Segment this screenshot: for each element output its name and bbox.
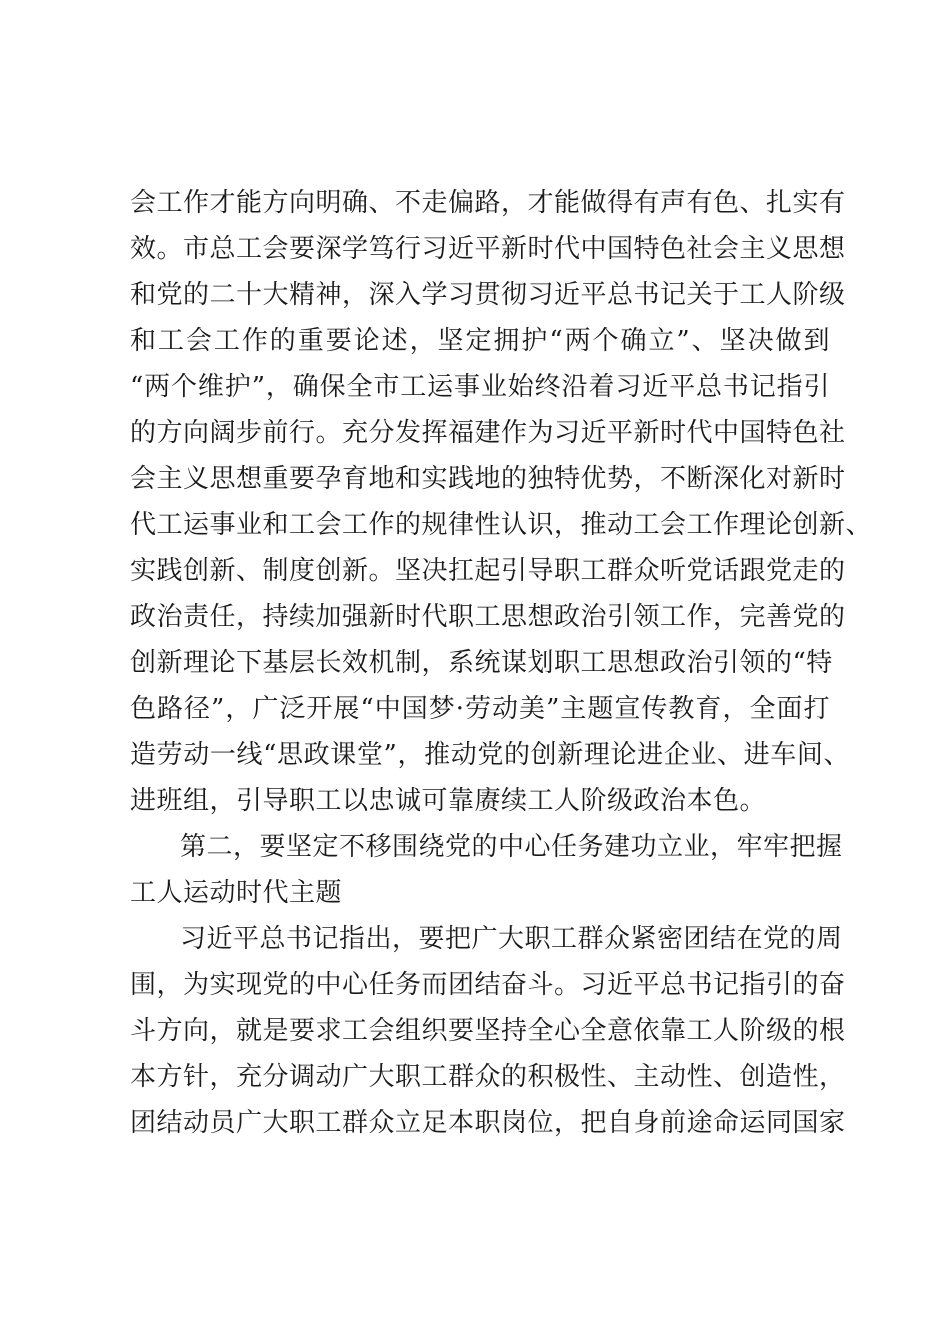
text-line: 会主义思想重要孕育地和实践地的独特优势，不断深化对新时 xyxy=(130,464,846,494)
text-line: “两个维护”，确保全市工运事业始终沿着习近平总书记指引 xyxy=(130,372,830,402)
text-line: 斗方向，就是要求工会组织要坚持全心全意依靠工人阶级的根 xyxy=(130,1016,846,1046)
text-line: 政治责任，持续加强新时代职工思想政治引领工作，完善党的 xyxy=(130,602,846,632)
text-line: 和工会工作的重要论述，坚定拥护“两个确立”、坚决做到 xyxy=(130,326,830,356)
text-line: 创新理论下基层长效机制，系统谋划职工思想政治引领的“特 xyxy=(130,648,833,678)
text-line: 的方向阔步前行。充分发挥福建作为习近平新时代中国特色社 xyxy=(130,418,846,448)
text-line: 色路径”，广泛开展“中国梦·劳动美”主题宣传教育，全面打 xyxy=(130,694,830,724)
text-line: 效。市总工会要深学笃行习近平新时代中国特色社会主义思想 xyxy=(130,234,846,264)
text-line: 会工作才能方向明确、不走偏路，才能做得有声有色、扎实有 xyxy=(130,188,846,218)
text-line: 习近平总书记指出，要把广大职工群众紧密团结在党的周 xyxy=(180,924,843,954)
text-line: 代工运事业和工会工作的规律性认识，推动工会工作理论创新、 xyxy=(130,510,873,540)
text-line: 围，为实现党的中心任务而团结奋斗。习近平总书记指引的奋 xyxy=(130,970,846,1000)
heading-line: 工人运动时代主题 xyxy=(130,878,343,908)
text-line: 本方针，充分调动广大职工群众的积极性、主动性、创造性， xyxy=(130,1062,846,1092)
text-line: 进班组，引导职工以忠诚可靠赓续工人阶级政治本色。 xyxy=(130,786,767,816)
text-line: 实践创新、制度创新。坚决扛起引导职工群众听党话跟党走的 xyxy=(130,556,846,586)
text-line: 和党的二十大精神，深入学习贯彻习近平总书记关于工人阶级 xyxy=(130,280,846,310)
text-line: 造劳动一线“思政课堂”，推动党的创新理论进企业、进车间、 xyxy=(130,740,850,770)
heading-line: 第二，要坚定不移围绕党的中心任务建功立业，牢牢把握 xyxy=(180,832,843,862)
text-line: 团结动员广大职工群众立足本职岗位，把自身前途命运同国家 xyxy=(130,1108,846,1138)
